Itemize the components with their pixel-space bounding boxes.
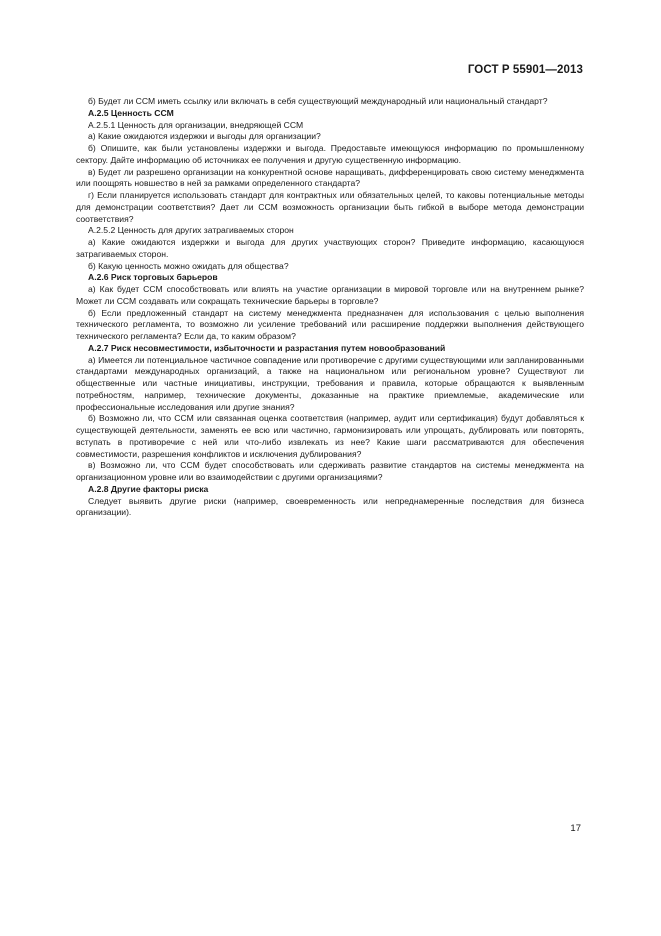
document-body (76, 96, 584, 519)
paragraph: в) Будет ли разрешено организации на конкурентной основе наращивать, дифференцировать свою систему менеджмента или поощрять новшество в ней за рамками определенного стандарта? (76, 166, 584, 189)
paragraph: б) Какую ценность можно ожидать для общества? (88, 260, 289, 271)
page-number: 17 (570, 823, 581, 834)
paragraph: б) Будет ли ССМ иметь ссылку или включать в себя существующий международный или национальный стандарт? (88, 96, 548, 106)
document-header: ГОСТ Р 55901—2013 (467, 64, 583, 76)
paragraph: а) Имеется ли потенциальное частичное совпадение или противоречие с другими существующими или запланированными стандартами международных организаций, а также на национальном или региональном уровне? Существуют ли общественные или частные инициативы, инструкции, требования и правила, которые обращаются к выявленным потребностям, например, технические документы, доказанные на практике приемлемые, академические или профессиональные исследования или другие знания? (76, 354, 584, 412)
paragraph: б) Возможно ли, что ССМ или связанная оценка соответствия (например, аудит или сертификация) будут добавляться к существующей деятельности, заменять ее всю или частично, гармонизировать или упрощать, дублировать или повторять, вступать в противоречие с ней или что-либо извлекать из нее? Какие шаги рассматриваются для обеспечения совместимости, разрешения конфликтов и исключения дублирования? (76, 413, 584, 459)
section-heading: А.2.6 Риск торговых барьеров (88, 272, 218, 283)
paragraph: б) Опишите, как были установлены издержки и выгода. Предоставьте имеющуюся информацию по промышленному сектору. Дайте информацию об источниках ее получения и другую существенную информацию. (76, 143, 584, 165)
paragraph: а) Какие ожидаются издержки и выгода для других участвующих сторон? Приведите информацию, касающуюся затрагиваемых сторон. (76, 237, 584, 259)
section-heading: А.2.7 Риск несовместимости, избыточности и разрастания путем новообразований (88, 342, 446, 353)
paragraph: А.2.5.1 Ценность для организации, внедряющей ССМ (88, 119, 304, 130)
paragraph: Следует выявить другие риски (например, своевременность или непреднамеренные последствия для бизнеса организации). (76, 495, 584, 518)
paragraph: г) Если планируется использовать стандарт для контрактных или обязательных целей, то каковы потенциальные методы для демонстрации соответствия? Дает ли ССМ возможность организации быть гибкой в выборе метода демонстрации соответствия? (76, 190, 584, 224)
paragraph: в) Возможно ли, что ССМ будет способствовать или сдерживать развитие стандартов на системы менеджмента на организационном уровне или во взаимодействии с другими организациями? (76, 460, 584, 482)
paragraph: б) Если предложенный стандарт на систему менеджмента предназначен для использования с целью выполнения технического регламента, то возможно ли усиление требований или расширение поддержки выполнения действующего технического регламента? Если да, то каким образом? (76, 307, 584, 341)
paragraph: А.2.5.2 Ценность для других затрагиваемых сторон (88, 225, 294, 236)
paragraph: а) Какие ожидаются издержки и выгоды для организации? (88, 131, 321, 142)
section-heading: А.2.8 Другие факторы риска (88, 483, 209, 494)
section-heading: А.2.5 Ценность ССМ (88, 107, 174, 118)
paragraph: а) Как будет ССМ способствовать или влиять на участие организации в мировой торговле или на внутреннем рынке? Может ли ССМ создавать или сокращать технические барьеры в торговле? (76, 284, 584, 306)
